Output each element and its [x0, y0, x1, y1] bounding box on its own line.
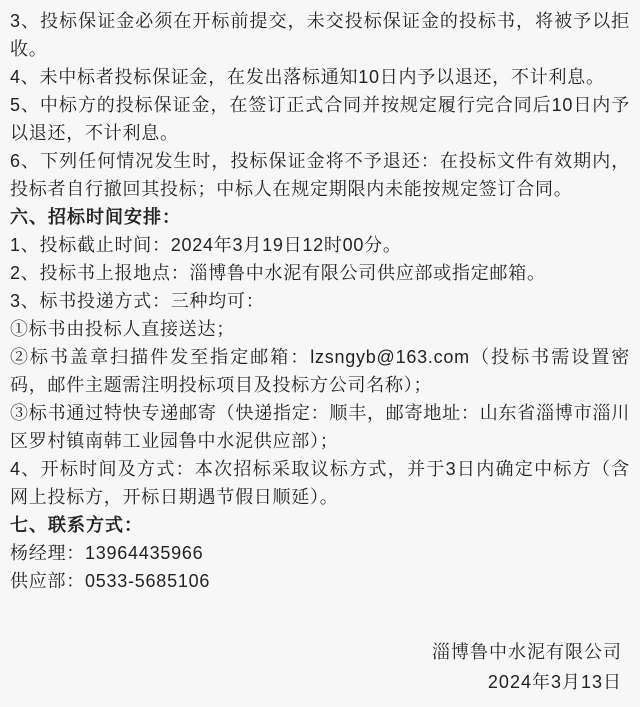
- paragraph: 5、中标方的投标保证金，在签订正式合同并按规定履行完合同后10日内予以退还，不计利息。: [10, 95, 630, 143]
- signature-date: 2024年3月13日: [487, 672, 622, 692]
- signature-company: 淄博鲁中水泥有限公司: [432, 642, 622, 662]
- paragraph: ①标书由投标人直接送达；: [10, 319, 235, 339]
- paragraph: 6、下列任何情况发生时，投标保证金将不予退还：在投标文件有效期内，投标者自行撤回其投标；中标人在规定期限内未能按规定签订合同。: [10, 151, 630, 199]
- paragraph: ②标书盖章扫描件发至指定邮箱：lzsngyb@163.com（投标书需设置密码，邮件主题需注明投标项目及投标方公司名称）；: [10, 347, 630, 395]
- paragraph: 杨经理：13964435966: [10, 543, 204, 563]
- paragraph: 3、标书投递方式：三种均可：: [10, 291, 265, 311]
- paragraph: 1、投标截止时间：2024年3月19日12时00分。: [10, 235, 402, 255]
- paragraph: ③标书通过特快专递邮寄（快递指定：顺丰，邮寄地址：山东省淄博市淄川区罗村镇南韩工业园鲁中水泥供应部）；: [10, 403, 630, 451]
- section-heading: 七、联系方式：: [10, 515, 143, 535]
- paragraph: 供应部：0533-5685106: [10, 571, 211, 591]
- section-heading: 六、招标时间安排：: [10, 207, 181, 227]
- signature-block: [10, 637, 630, 697]
- paragraph: 4、开标时间及方式：本次招标采取议标方式，并于3日内确定中标方（含网上投标方，开标日期遇节假日顺延）。: [10, 459, 630, 507]
- paragraph: 4、未中标者投标保证金，在发出落标通知10日内予以退还，不计利息。: [10, 67, 605, 87]
- paragraph: 2、投标书上报地点：淄博鲁中水泥有限公司供应部或指定邮箱。: [10, 263, 546, 283]
- paragraph: 3、投标保证金必须在开标前提交，未交投标保证金的投标书，将被予以拒收。: [10, 11, 630, 59]
- document-body: [10, 7, 630, 595]
